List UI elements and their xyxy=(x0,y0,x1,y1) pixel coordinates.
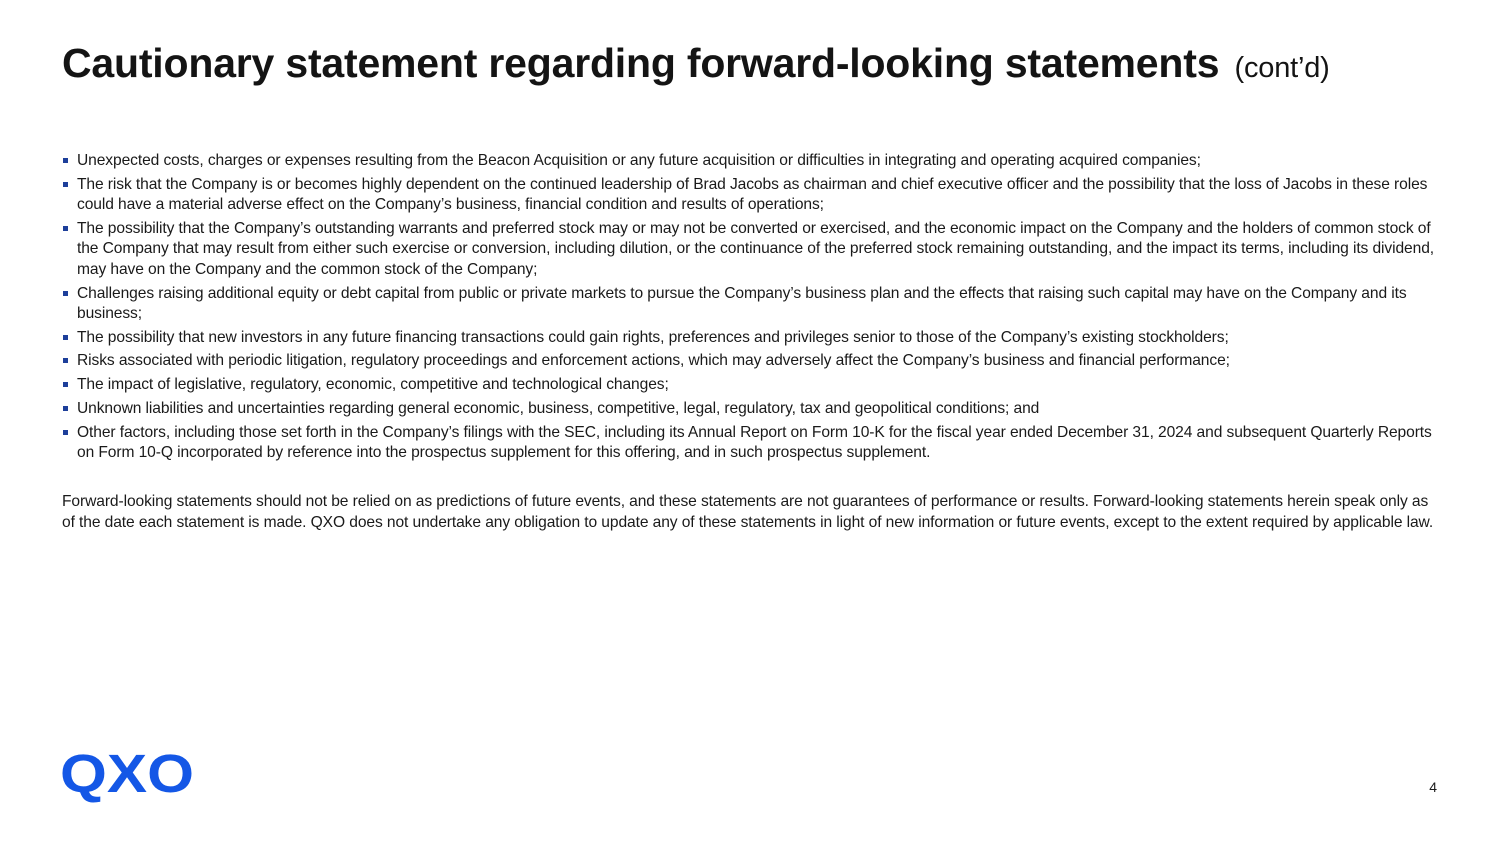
bullet-square-icon xyxy=(63,382,68,387)
bullet-text: Risks associated with periodic litigation, regulatory proceedings and enforcement actions, which may adversely affect the Company’s business and financial performance; xyxy=(77,352,1230,370)
bullet-item xyxy=(62,175,1442,216)
bullet-item xyxy=(62,219,1442,281)
bullet-text: Unexpected costs, charges or expenses resulting from the Beacon Acquisition or any future acquisition or difficulties in integrating and operating acquired companies; xyxy=(77,152,1201,169)
bullet-item xyxy=(62,423,1442,464)
bullet-text: Challenges raising additional equity or debt capital from public or private markets to pursue the Company’s business plan and the effects that raising such capital may have on the Company and its business; xyxy=(77,284,1407,323)
bullet-item xyxy=(62,399,1442,420)
closing-paragraph: Forward-looking statements should not be relied on as predictions of future events, and these statements are not guarantees of performance or results. Forward-looking statements herein speak only as of the date each statement is made. QXO does not undertake any obligation to update any of these statements in light of new information or future events, except to the extent required by applicable law. xyxy=(62,493,1434,531)
bullet-square-icon xyxy=(63,358,68,363)
bullet-item xyxy=(62,328,1442,349)
qxo-logo-mark xyxy=(60,744,196,804)
bullet-text: Other factors, including those set forth in the Company’s filings with the SEC, including its Annual Report on Form 10-K for the fiscal year ended December 31, 2024 and subsequent Quarterly Reports on Form 10-Q incorporated by reference into the prospectus supplement for this offering, and in such prospectus supplement. xyxy=(77,423,1432,461)
slide-title xyxy=(62,40,1330,87)
title-main: Cautionary statement regarding forward-looking statements xyxy=(62,40,1220,86)
risk-bullet-list xyxy=(62,151,1442,467)
bullet-text: The impact of legislative, regulatory, economic, competitive and technological changes; xyxy=(77,376,669,394)
bullet-square-icon xyxy=(63,430,68,435)
bullet-text: Unknown liabilities and uncertainties regarding general economic, business, competitive, legal, regulatory, tax and geopolitical conditions; and xyxy=(77,399,1040,417)
bullet-text: The possibility that new investors in any future financing transactions could gain rights, preferences and privileges senior to those of the Company’s existing stockholders; xyxy=(77,328,1229,346)
bullet-item xyxy=(62,375,1442,396)
bullet-square-icon xyxy=(63,158,68,163)
title-suffix: (cont’d) xyxy=(1234,52,1330,84)
bullet-text: The possibility that the Company’s outstanding warrants and preferred stock may or may not be converted or exercised, and the economic impact on the Company and the holders of common stock of the Company that may result from either such exercise or conversion, including dilution, or the continuance of the preferred stock remaining outstanding, and the impact its terms, including its dividend, may have on the Company and the common stock of the Company; xyxy=(77,219,1434,278)
bullet-item xyxy=(62,351,1442,372)
bullet-square-icon xyxy=(63,406,68,411)
bullet-item xyxy=(62,151,1442,172)
qxo-logo xyxy=(60,744,196,804)
bullet-square-icon xyxy=(63,226,68,231)
bullet-square-icon xyxy=(63,291,68,296)
page-number: 4 xyxy=(1429,779,1437,795)
logo-text: QXO xyxy=(60,744,194,804)
bullet-item xyxy=(62,284,1442,325)
bullet-square-icon xyxy=(63,335,68,340)
bullet-square-icon xyxy=(63,182,68,187)
bullet-text: The risk that the Company is or becomes highly dependent on the continued leadership of Brad Jacobs as chairman and chief executive officer and the possibility that the loss of Jacobs in these roles could have a material adverse effect on the Company’s business, financial condition and results of operations; xyxy=(77,175,1428,214)
